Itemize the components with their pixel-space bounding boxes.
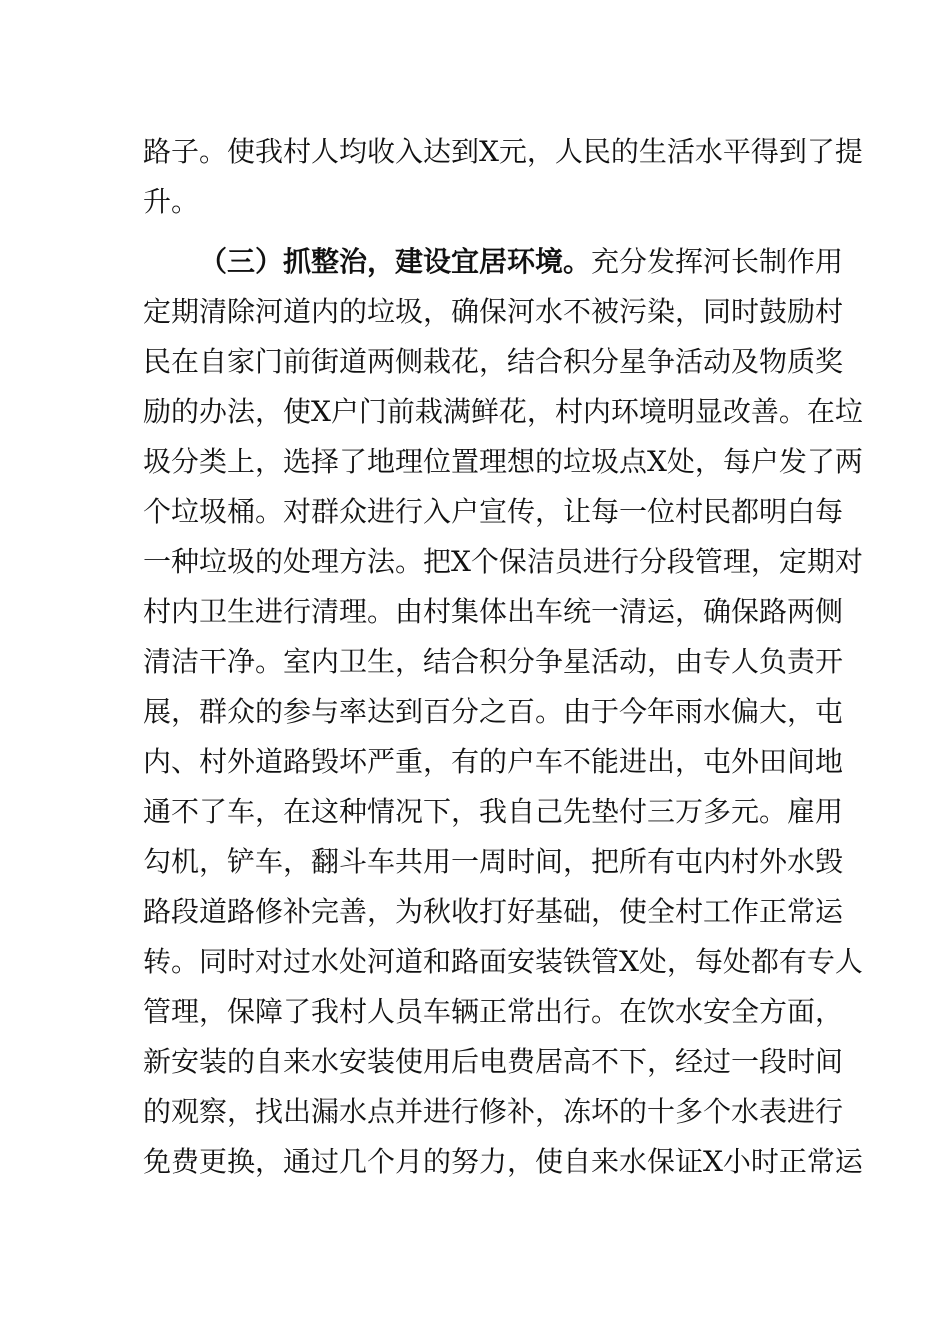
section-heading: （三）抓整治，建设宜居环境。: [199, 245, 592, 278]
paragraph-line: 定期清除河道内的垃圾，确保河水不被污染，同时鼓励村: [143, 295, 844, 328]
paragraph-line: 清洁干净。室内卫生，结合积分争星活动，由专人负责开: [143, 645, 844, 678]
paragraph-line: 励的办法，使X户门前栽满鲜花，村内环境明显改善。在垃: [143, 395, 863, 428]
paragraph-line: 民在自家门前街道两侧栽花，结合积分星争活动及物质奖: [143, 345, 844, 378]
paragraph-line: 通不了车，在这种情况下，我自己先垫付三万多元。雇用: [143, 795, 844, 828]
paragraph-line: 的观察，找出漏水点并进行修补，冻坏的十多个水表进行: [143, 1095, 844, 1128]
paragraph-line: 展，群众的参与率达到百分之百。由于今年雨水偏大，屯: [143, 695, 844, 728]
paragraph-line: 路子。使我村人均收入达到X元，人民的生活水平得到了提: [143, 135, 863, 168]
paragraph-line: 升。: [143, 185, 200, 218]
paragraph-line: 一种垃圾的处理方法。把X个保洁员进行分段管理，定期对: [143, 545, 863, 578]
paragraph-line: 管理，保障了我村人员车辆正常出行。在饮水安全方面，: [143, 995, 844, 1028]
paragraph-line: 圾分类上，选择了地理位置理想的垃圾点X处，每户发了两: [143, 445, 863, 478]
paragraph-line: 转。同时对过水处河道和路面安装铁管X处，每处都有专人: [143, 945, 863, 978]
paragraph-line: 新安装的自来水安装使用后电费居高不下，经过一段时间: [143, 1045, 844, 1078]
paragraph-line: 村内卫生进行清理。由村集体出车统一清运，确保路两侧: [143, 595, 844, 628]
paragraph-line: 免费更换，通过几个月的努力，使自来水保证X小时正常运: [143, 1145, 863, 1178]
paragraph-line: 路段道路修补完善，为秋收打好基础，使全村工作正常运: [143, 895, 844, 928]
section-heading-continuation: 充分发挥河长制作用: [591, 245, 844, 278]
paragraph-line: 个垃圾桶。对群众进行入户宣传，让每一位村民都明白每: [143, 495, 844, 528]
section-heading-line: [199, 242, 879, 282]
paragraph-line: 内、村外道路毁坏严重，有的户车不能进出，屯外田间地: [143, 745, 844, 778]
paragraph-line: 勾机，铲车，翻斗车共用一周时间，把所有屯内村外水毁: [143, 845, 844, 878]
